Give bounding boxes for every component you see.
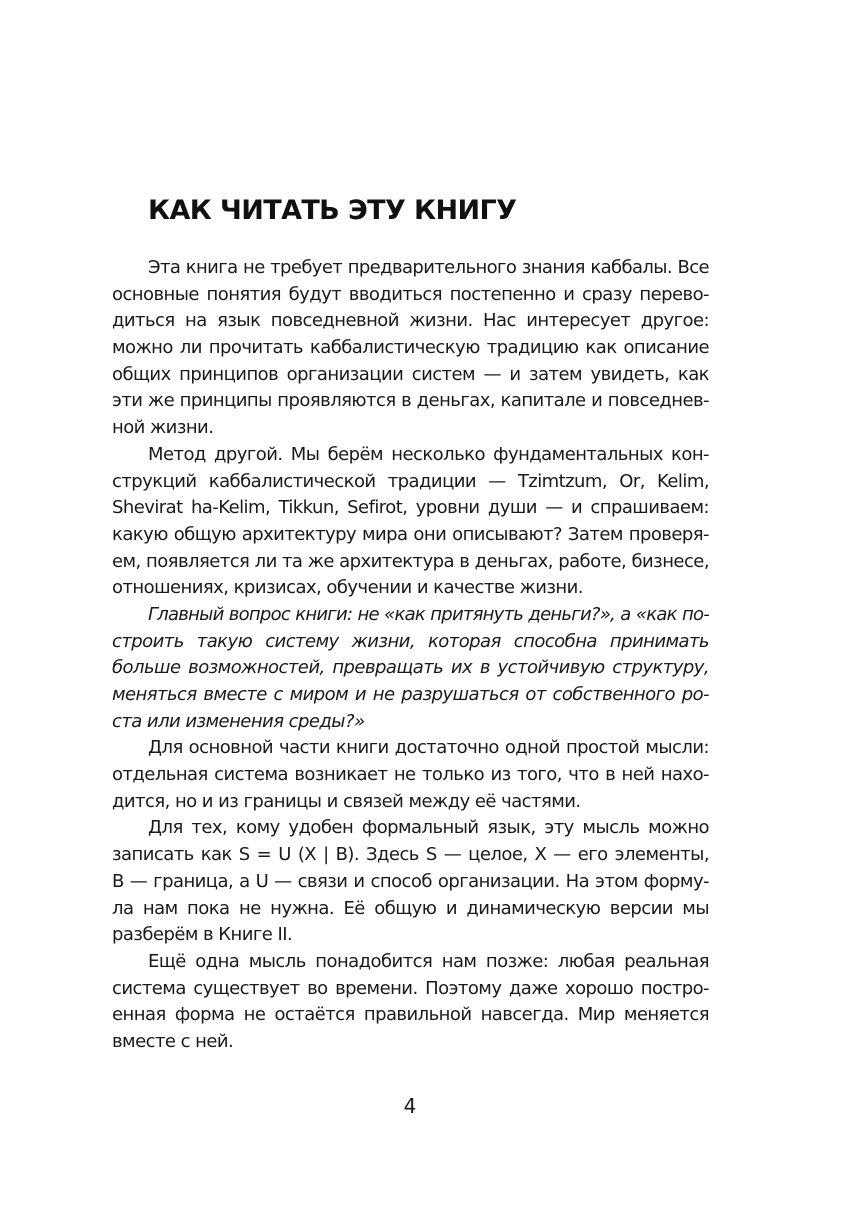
text-line: записать как S = U (X | B). Здесь S — целое, X — его элементы,	[112, 844, 709, 866]
italic-text-line: Главный вопрос книги: не «как притянуть деньги?», а «как по-	[148, 603, 709, 625]
text-line: Shevirat ha-Kelim, Tikkun, Sefirot, уровни души — и спрашиваем:	[112, 497, 709, 519]
chapter-heading: КАК ЧИТАТЬ ЭТУ КНИГУ	[148, 195, 517, 226]
text-line: енная форма не остаётся правильной навсегда. Мир меняется	[112, 1004, 709, 1026]
text-line: Ещё одна мысль понадобится нам позже: любая реальная	[148, 950, 709, 972]
text-line: Для тех, кому удобен формальный язык, эту мысль можно	[148, 817, 709, 839]
text-line: какую общую архитектуру мира они описывают? Затем проверя-	[112, 523, 709, 545]
text-line: вместе с ней.	[112, 1030, 234, 1052]
italic-text-line: ста или изменения среды?»	[112, 710, 365, 732]
italic-text-line: больше возможностей, превращать их в устойчивую структуру,	[112, 657, 709, 679]
italic-text-line: строить такую систему жизни, которая способна принимать	[112, 630, 709, 652]
text-line: эти же принципы проявляются в деньгах, капитале и повседнев-	[112, 390, 709, 412]
text-line: ной жизни.	[112, 417, 214, 439]
text-line: основные понятия будут вводиться постепенно и сразу перево-	[112, 283, 709, 305]
text-line: Эта книга не требует предварительного знания каббалы. Все	[148, 257, 709, 278]
text-line: разберём в Книге II.	[112, 924, 293, 946]
text-line: Для основной части книги достаточно одной простой мысли:	[148, 737, 709, 759]
text-line: общих принципов организации систем — и затем увидеть, как	[112, 363, 709, 385]
italic-text-line: меняться вместе с миром и не разрушаться от собственного ро-	[112, 684, 709, 705]
text-line: ем, появляется ли та же архитектура в деньгах, работе, бизнесе,	[112, 550, 709, 572]
text-line: диться на язык повседневной жизни. Нас интересует другое:	[112, 310, 709, 332]
text-line: B — граница, а U — связи и способ организации. На этом форму-	[112, 870, 709, 892]
text-line: можно ли прочитать каббалистическую традицию как описание	[112, 337, 709, 359]
text-line: Метод другой. Мы берём несколько фундаментальных кон-	[148, 443, 709, 465]
text-line: отдельная система возникает не только из того, что в ней нахо-	[112, 764, 709, 786]
text-line: система существует во времени. Поэтому даже хорошо постро-	[112, 977, 709, 999]
text-line: дится, но и из границы и связей между её частями.	[112, 790, 581, 812]
body-text	[112, 255, 709, 1056]
text-line: струкций каббалистической традиции — Tzimtzum, Or, Kelim,	[112, 470, 709, 492]
text-line: ла нам пока не нужна. Её общую и динамическую версии мы	[112, 897, 709, 919]
text-line: отношениях, кризисах, обучении и качестве жизни.	[112, 577, 583, 599]
page-number: 4	[403, 1094, 417, 1118]
